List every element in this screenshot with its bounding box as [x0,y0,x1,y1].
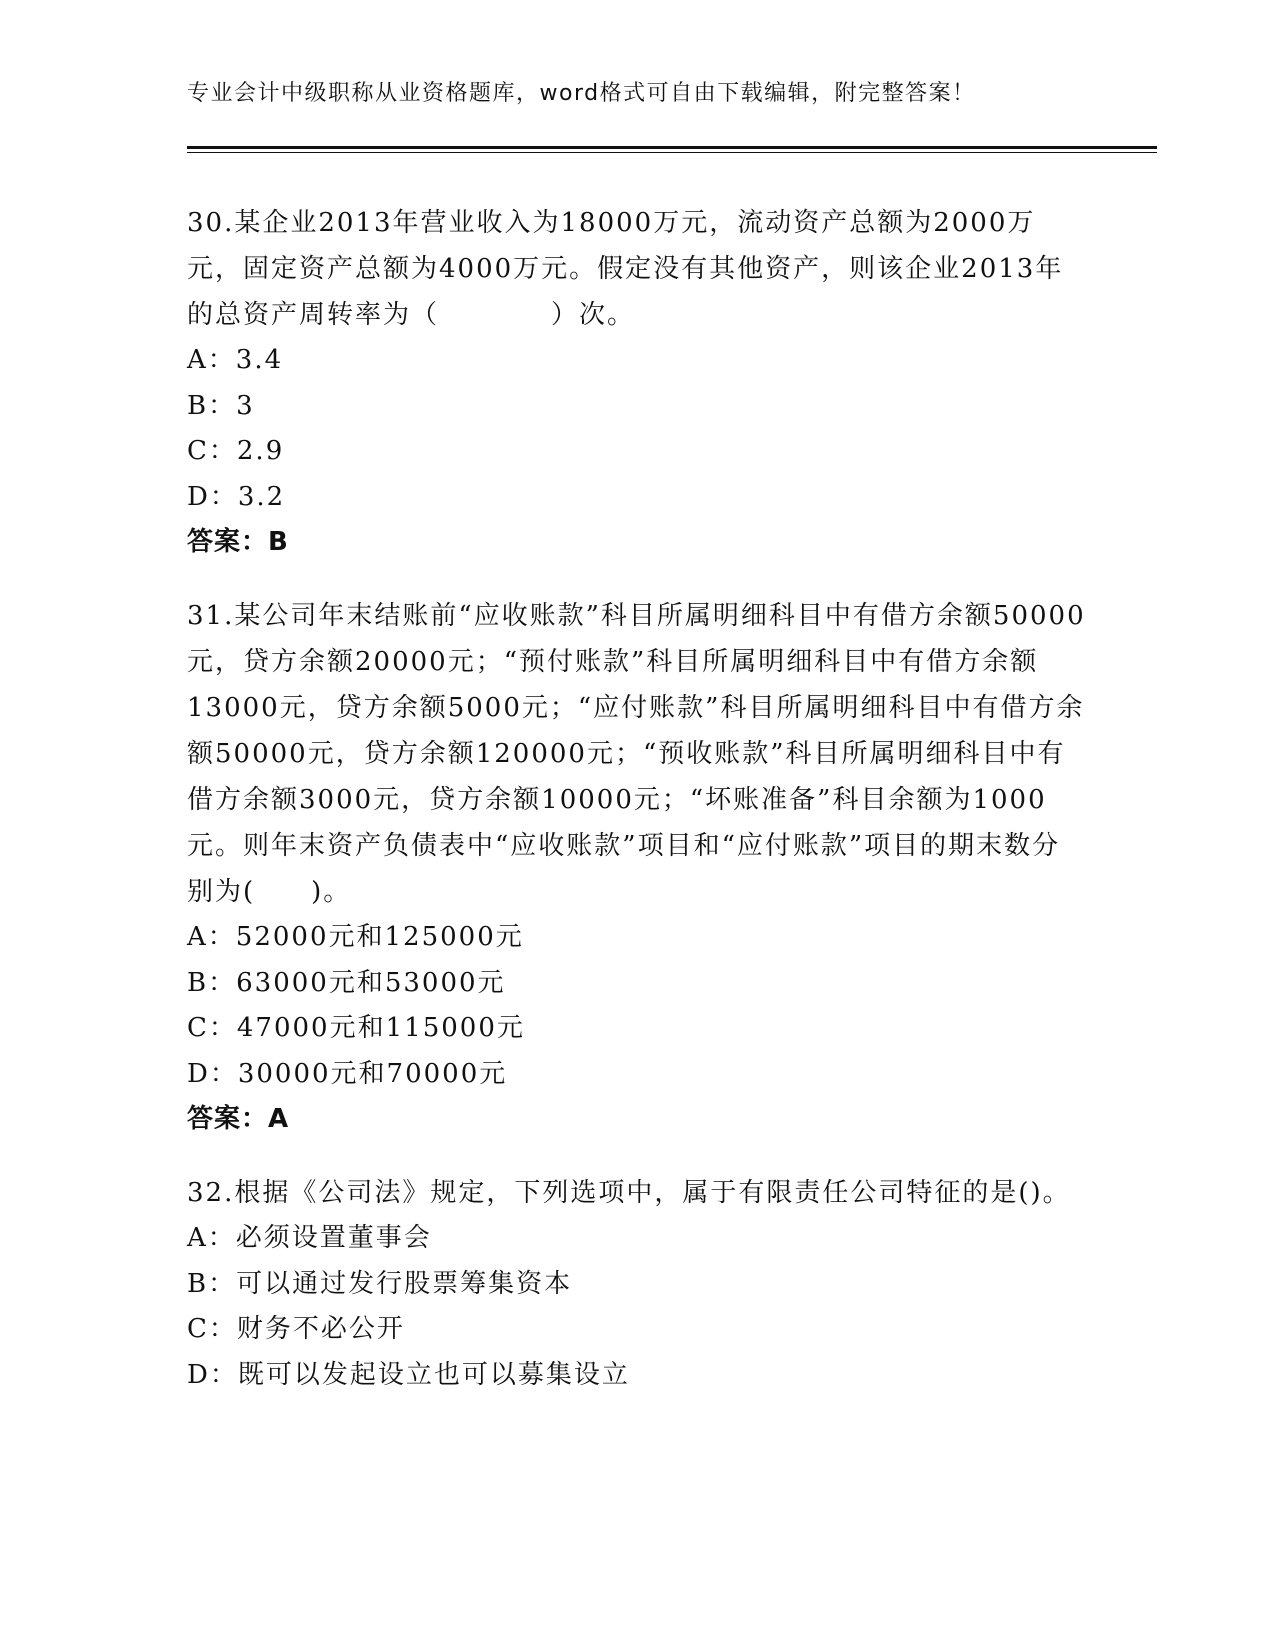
question-30 [187,200,1087,565]
page-header: 专业会计中级职称从业资格题库，word格式可自由下载编辑，附完整答案！ [187,81,976,106]
option-a: A：3.4 [187,345,284,375]
option-b: B：3 [187,390,255,421]
option-b: B：63000元和53000元 [187,967,506,998]
option-c: C：2.9 [187,436,285,466]
question-32 [187,1170,1087,1398]
option-a: A：必须设置董事会 [187,1223,432,1253]
header-divider-thin [187,152,1157,153]
question-list [187,200,1087,1426]
option-d: D：既可以发起设立也可以募集设立 [187,1359,630,1390]
answer-label: 答案：B [187,527,289,557]
question-stem: 32.根据《公司法》规定，下列选项中，属于有限责任公司特征的是()。 [187,1178,1071,1208]
option-d: D：3.2 [187,481,286,512]
header-divider [187,146,1157,149]
question-stem: 30.某企业2013年营业收入为18000万元，流动资产总额为2000万元，固定资产总额为4000万元。假定没有其他资产，则该企业2013年的总资产周转率为（ ）次。 [187,208,1064,330]
answer-label: 答案：A [187,1104,290,1134]
option-c: C：财务不必公开 [187,1314,405,1344]
question-31 [187,593,1087,1142]
option-a: A：52000元和125000元 [187,922,524,952]
question-stem: 31.某公司年末结账前“应收账款”科目所属明细科目中有借方余额50000元，贷方余额20000元；“预付账款”科目所属明细科目中有借方余额13000元，贷方余额5000元；“应付账款”科目所属明细科目中有借方余额50000元，贷方余额120000元；“预收账款”科目所属明细科目中有借方余额3000元，贷方余额10000元；“坏账准备”科目余额为1000元。则年末资产负债表中“应收账款”项目和“应付账款”项目的期末数分别为( )。 [187,601,1086,907]
option-c: C：47000元和115000元 [187,1013,525,1043]
option-b: B：可以通过发行股票筹集资本 [187,1268,573,1299]
option-d: D：30000元和70000元 [187,1058,508,1089]
